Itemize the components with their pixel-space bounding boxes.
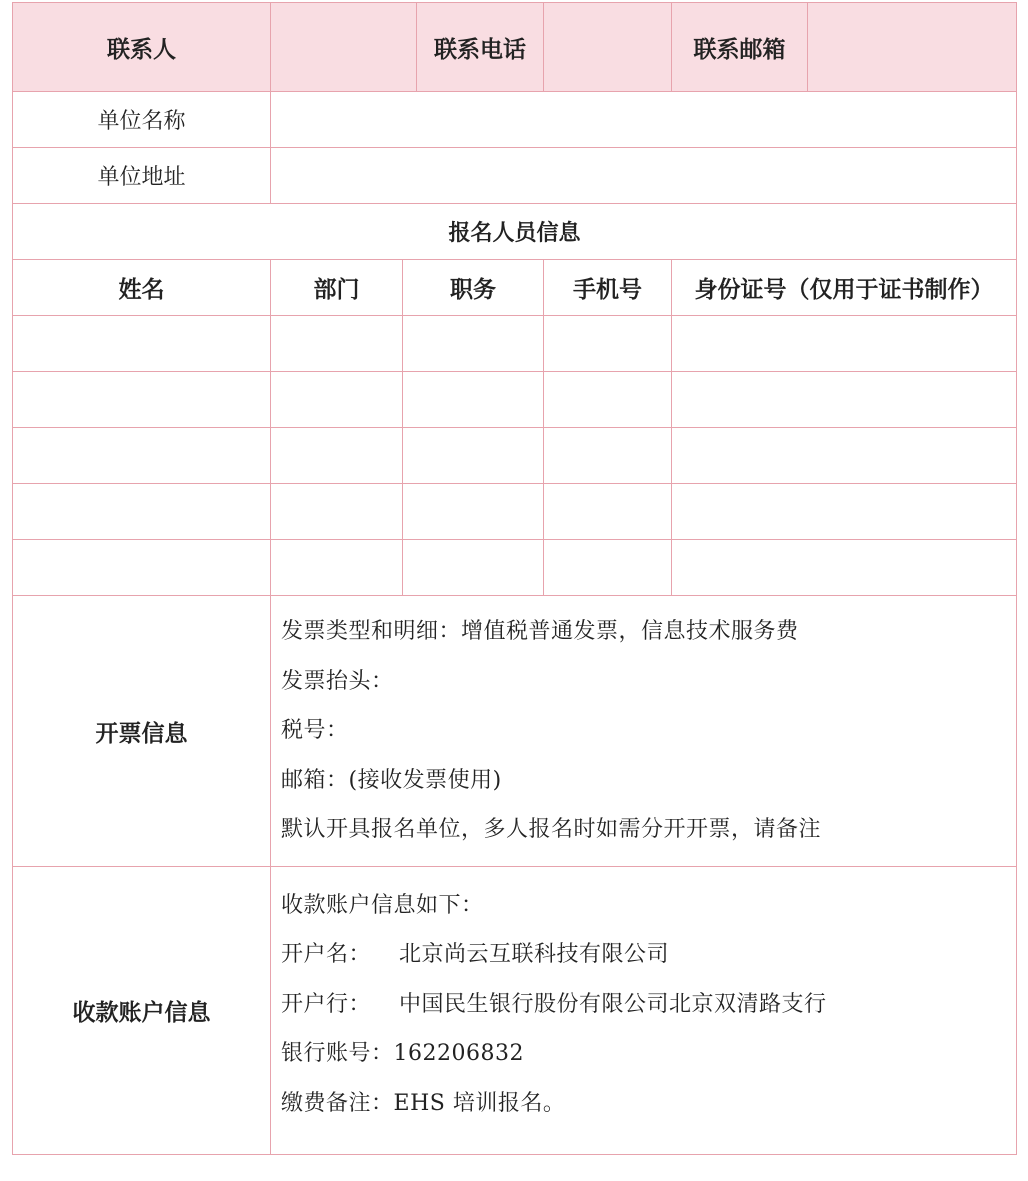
company-name-input[interactable] — [271, 92, 1017, 148]
column-header-mobile: 手机号 — [544, 260, 672, 316]
invoice-label: 开票信息 — [13, 596, 271, 867]
registrants-column-header-row — [13, 260, 1017, 316]
registrant-position-cell[interactable] — [403, 428, 544, 484]
company-address-label: 单位地址 — [13, 148, 271, 204]
company-name-label: 单位名称 — [13, 92, 271, 148]
invoice-type-line: 发票类型和明细：增值税普通发票，信息技术服务费 — [281, 619, 799, 645]
registrant-department-cell[interactable] — [271, 484, 403, 540]
registrant-id-cell[interactable] — [672, 372, 1017, 428]
registrant-position-cell[interactable] — [403, 540, 544, 596]
registrant-mobile-cell[interactable] — [544, 484, 672, 540]
account-number-line — [281, 1029, 1016, 1079]
payment-note-value: EHS 培训报名。 — [393, 1090, 566, 1116]
account-name-label: 开户名： — [281, 942, 372, 968]
phone-label: 联系电话 — [417, 3, 544, 92]
email-label: 联系邮箱 — [672, 3, 808, 92]
registrant-row — [13, 484, 1017, 540]
registrant-name-cell[interactable] — [13, 484, 271, 540]
registrant-row — [13, 428, 1017, 484]
bank-label: 开户行： — [281, 991, 372, 1017]
payment-intro-line: 收款账户信息如下： — [281, 892, 484, 918]
payment-note-line — [281, 1079, 1016, 1129]
registrant-position-cell[interactable] — [403, 316, 544, 372]
company-address-row — [13, 148, 1017, 204]
registration-form — [12, 2, 1017, 1155]
payment-label: 收款账户信息 — [13, 867, 271, 1155]
registrant-mobile-cell[interactable] — [544, 540, 672, 596]
bank-value: 中国民生银行股份有限公司北京双清路支行 — [399, 991, 827, 1017]
account-name-value: 北京尚云互联科技有限公司 — [399, 942, 670, 968]
account-name-line — [281, 930, 1016, 980]
invoice-email-line: 邮箱：(接收发票使用) — [281, 767, 502, 793]
payment-note-label: 缴费备注： — [281, 1090, 394, 1116]
account-number-value: 162206832 — [393, 1041, 524, 1067]
contact-label: 联系人 — [13, 3, 271, 92]
column-header-name: 姓名 — [13, 260, 271, 316]
registrant-position-cell[interactable] — [403, 484, 544, 540]
registrant-department-cell[interactable] — [271, 372, 403, 428]
registrant-mobile-cell[interactable] — [544, 316, 672, 372]
invoice-row — [13, 596, 1017, 867]
payment-details — [271, 867, 1017, 1155]
invoice-note-line: 默认开具报名单位，多人报名时如需分开开票，请备注 — [281, 817, 822, 843]
registrant-mobile-cell[interactable] — [544, 428, 672, 484]
registrants-section-title: 报名人员信息 — [13, 204, 1017, 260]
column-header-position: 职务 — [403, 260, 544, 316]
registrant-row — [13, 372, 1017, 428]
registrant-mobile-cell[interactable] — [544, 372, 672, 428]
company-address-input[interactable] — [271, 148, 1017, 204]
bank-line — [281, 980, 1016, 1030]
phone-input[interactable] — [544, 3, 672, 92]
contact-header-row — [13, 3, 1017, 92]
registrant-id-cell[interactable] — [672, 484, 1017, 540]
registrant-position-cell[interactable] — [403, 372, 544, 428]
payment-row — [13, 867, 1017, 1155]
registrant-department-cell[interactable] — [271, 428, 403, 484]
registrant-name-cell[interactable] — [13, 428, 271, 484]
registrant-department-cell[interactable] — [271, 540, 403, 596]
column-header-id-number: 身份证号（仅用于证书制作） — [672, 260, 1017, 316]
contact-input[interactable] — [271, 3, 417, 92]
invoice-title-line: 发票抬头： — [281, 668, 394, 694]
email-input[interactable] — [808, 3, 1017, 92]
registrant-name-cell[interactable] — [13, 372, 271, 428]
invoice-details — [271, 596, 1017, 867]
registrant-id-cell[interactable] — [672, 428, 1017, 484]
registrant-id-cell[interactable] — [672, 540, 1017, 596]
registrant-department-cell[interactable] — [271, 316, 403, 372]
registrant-name-cell[interactable] — [13, 540, 271, 596]
registrant-row — [13, 316, 1017, 372]
registrants-title-row — [13, 204, 1017, 260]
registrant-id-cell[interactable] — [672, 316, 1017, 372]
company-name-row — [13, 92, 1017, 148]
registrant-row — [13, 540, 1017, 596]
column-header-department: 部门 — [271, 260, 403, 316]
invoice-tax-id-line: 税号： — [281, 718, 349, 744]
registrant-name-cell[interactable] — [13, 316, 271, 372]
account-number-label: 银行账号： — [281, 1041, 394, 1067]
